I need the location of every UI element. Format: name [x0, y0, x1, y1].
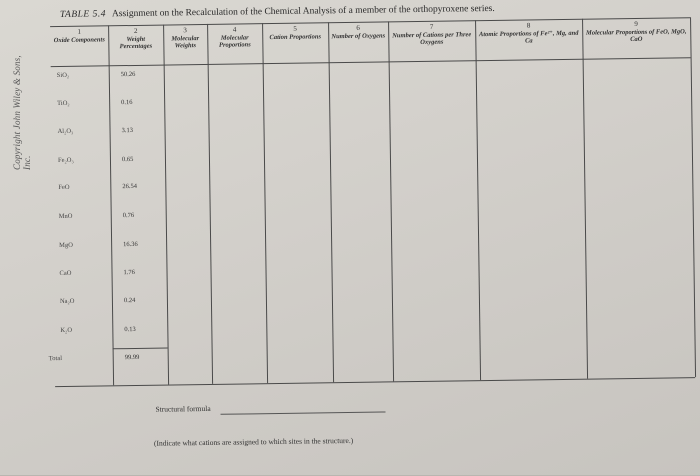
weight-percentage-cell: 26.54 — [122, 182, 138, 191]
column-label: Atomic Proportions of Fe²⁺, Mg, and Ca — [478, 29, 579, 45]
column-header — [52, 28, 106, 44]
table-number: TABLE 5.4 — [59, 9, 107, 20]
column-label: Molecular Weights — [171, 34, 200, 50]
oxide-cell: Na₂O — [59, 297, 75, 306]
oxide-cell: FeO — [58, 183, 70, 192]
weight-percentage-cell: 99.99 — [124, 353, 140, 362]
total-rule — [113, 348, 168, 350]
column-number: 9 — [634, 19, 638, 28]
column-rule — [108, 25, 114, 385]
table-caption: Assignment on the Recalculation of the Chemical Analysis of a member of the orthopyroxene series. — [111, 3, 495, 20]
column-header — [477, 22, 580, 46]
weight-percentage-cell: 0.16 — [121, 98, 133, 107]
oxide-cell: Al₂O₃ — [57, 127, 74, 136]
copyright-notice: Copyright John Wiley & Sons, Inc. — [12, 55, 32, 170]
column-header — [390, 23, 473, 47]
column-header — [264, 25, 326, 41]
weight-percentage-cell: 0.76 — [122, 211, 135, 220]
column-number: 3 — [183, 26, 187, 35]
column-label: Molecular Proportions of FeO, MgO, CaO — [585, 27, 687, 44]
column-number: 2 — [133, 26, 138, 35]
weight-percentage-cell: 0.24 — [123, 296, 136, 305]
column-rule — [163, 25, 169, 385]
oxide-cell: SiO₂ — [56, 71, 70, 80]
column-label: Molecular Proportions — [218, 33, 251, 49]
weight-percentage-cell: 0.65 — [121, 155, 134, 164]
column-number: 7 — [429, 22, 434, 31]
column-label: Number of Cations per Three Oxygens — [392, 30, 472, 46]
column-rule — [207, 24, 213, 384]
column-label: Oxide Components — [53, 35, 105, 44]
sites-note: (Indicate what cations are assigned to which sites in the structure.) — [153, 435, 354, 448]
weight-percentage-cell: 50.26 — [120, 70, 136, 79]
oxide-cell: CaO — [59, 269, 72, 278]
weight-percentage-cell: 16.36 — [123, 240, 138, 249]
column-rule — [582, 19, 588, 379]
oxide-cell: MnO — [58, 212, 73, 221]
column-rule — [690, 17, 696, 377]
column-rule — [262, 23, 268, 383]
structural-formula-label: Structural formula — [155, 403, 211, 414]
header-bottom-rule — [51, 57, 691, 67]
table-title — [60, 4, 495, 20]
structural-formula-blank[interactable] — [221, 411, 386, 414]
column-label: Cation Proportions — [269, 32, 322, 41]
table-bottom-rule — [55, 377, 695, 387]
weight-percentage-cell: 1.76 — [123, 268, 135, 277]
column-label: Weight Percentages — [119, 35, 153, 51]
weight-percentage-cell: 0.13 — [124, 325, 136, 334]
column-header — [110, 28, 161, 51]
oxide-cell: K₂O — [60, 326, 73, 335]
column-number: 1 — [77, 27, 81, 36]
column-rule — [388, 21, 394, 381]
column-rule — [328, 22, 334, 382]
column-number: 4 — [232, 25, 237, 34]
column-rule — [475, 20, 481, 380]
column-number: 5 — [293, 24, 297, 33]
column-label: Number of Oxygens — [331, 31, 386, 40]
oxide-cell: MgO — [59, 241, 73, 250]
column-header — [330, 24, 386, 40]
weight-percentage-cell: 3.13 — [121, 126, 133, 135]
column-header — [584, 20, 688, 44]
oxide-cell: Total — [48, 355, 63, 363]
oxide-cell: TiO₂ — [57, 99, 70, 108]
column-number: 6 — [356, 23, 360, 32]
column-number: 8 — [526, 21, 531, 30]
column-header — [209, 26, 260, 49]
column-header — [165, 27, 205, 50]
oxide-cell: Fe₂O₃ — [57, 156, 74, 165]
